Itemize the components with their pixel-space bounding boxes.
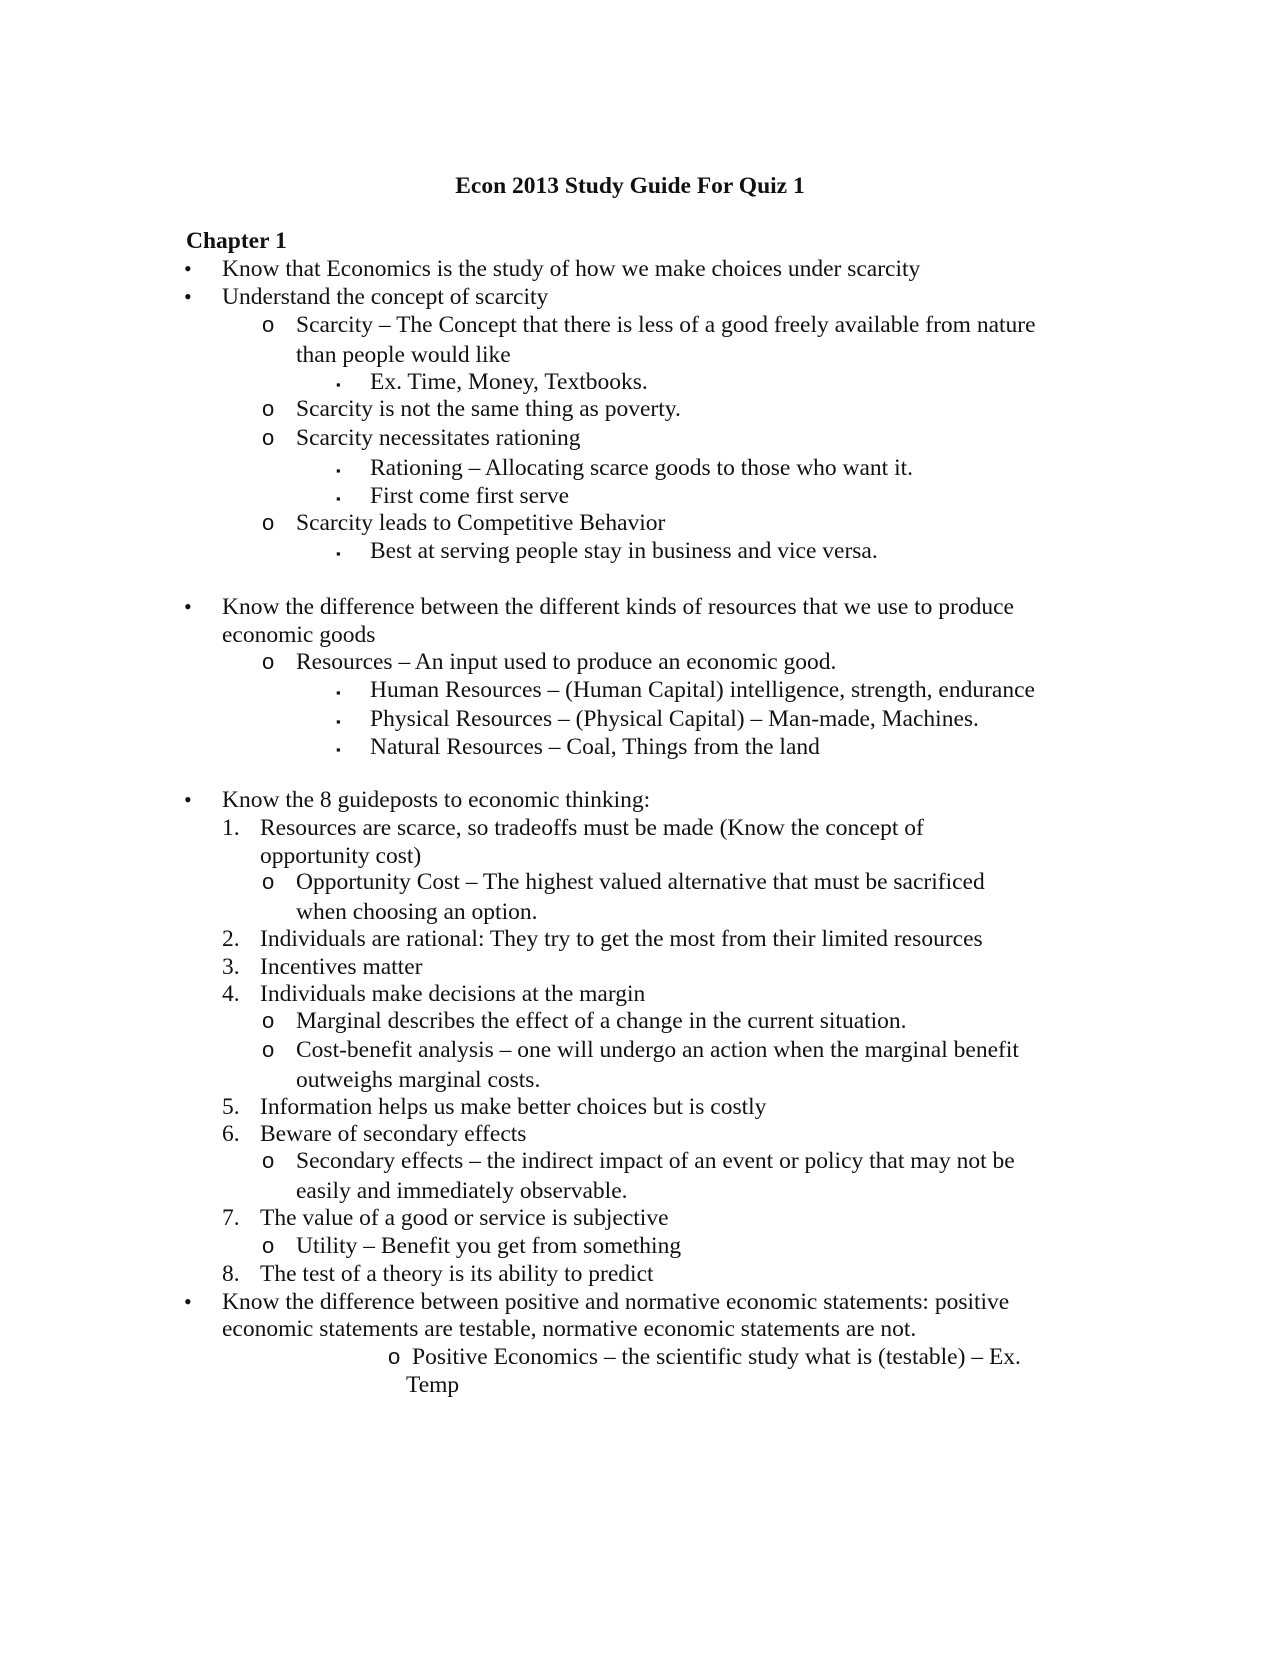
numbered-item: The value of a good or service is subjective	[260, 1205, 669, 1231]
list-item: Understand the concept of scarcity	[222, 284, 549, 310]
number-marker: 2.	[222, 926, 240, 952]
list-item: Human Resources – (Human Capital) intelligence, strength, endurance	[370, 677, 1035, 703]
chapter-heading: Chapter 1	[186, 228, 287, 254]
numbered-item: Individuals are rational: They try to get the most from their limited resources	[260, 926, 983, 952]
list-item: Know the difference between the different kinds of resources that we use to produce	[222, 594, 1014, 620]
circle-marker: o	[262, 1148, 275, 1173]
list-item: Marginal describes the effect of a change in the current situation.	[296, 1008, 907, 1034]
list-item: Scarcity necessitates rationing	[296, 425, 581, 451]
bullet-marker: •	[184, 1289, 192, 1314]
numbered-item-continuation: opportunity cost)	[260, 843, 422, 869]
list-item-continuation: when choosing an option.	[296, 899, 538, 925]
number-marker: 7.	[222, 1205, 240, 1231]
list-item-continuation: Temp	[406, 1372, 460, 1398]
circle-marker: o	[262, 869, 275, 894]
number-marker: 6.	[222, 1121, 240, 1147]
circle-marker: o	[262, 1233, 275, 1258]
numbered-item: Beware of secondary effects	[260, 1121, 527, 1147]
number-marker: 4.	[222, 981, 240, 1007]
number-marker: 3.	[222, 954, 240, 980]
number-marker: 8.	[222, 1261, 240, 1287]
number-marker: 1.	[222, 815, 240, 841]
bullet-marker: •	[184, 787, 192, 812]
circle-marker: o	[388, 1344, 401, 1369]
number-marker: 5.	[222, 1094, 240, 1120]
list-item-continuation: economic goods	[222, 622, 376, 648]
numbered-item: Information helps us make better choices but is costly	[260, 1094, 767, 1120]
list-item: Know the 8 guideposts to economic thinking:	[222, 787, 651, 813]
numbered-item: Resources are scarce, so tradeoffs must be made (Know the concept of	[260, 815, 924, 841]
square-marker: ▪	[336, 546, 341, 561]
list-item: First come first serve	[370, 483, 570, 509]
circle-marker: o	[262, 396, 275, 421]
circle-marker: o	[262, 510, 275, 535]
square-marker: ▪	[336, 463, 341, 478]
numbered-item: The test of a theory is its ability to predict	[260, 1261, 654, 1287]
list-item: Resources – An input used to produce an economic good.	[296, 649, 837, 675]
square-marker: ▪	[336, 714, 341, 729]
list-item: Cost-benefit analysis – one will undergo an action when the marginal benefit	[296, 1037, 1019, 1063]
list-item: Secondary effects – the indirect impact of an event or policy that may not be	[296, 1148, 1015, 1174]
list-item: Ex. Time, Money, Textbooks.	[370, 369, 648, 395]
circle-marker: o	[262, 1008, 275, 1033]
list-item: Best at serving people stay in business and vice versa.	[370, 538, 878, 564]
list-item-continuation: easily and immediately observable.	[296, 1178, 628, 1204]
bullet-marker: •	[184, 284, 192, 309]
list-item: Scarcity leads to Competitive Behavior	[296, 510, 666, 536]
numbered-item: Incentives matter	[260, 954, 423, 980]
list-item: Rationing – Allocating scarce goods to those who want it.	[370, 455, 914, 481]
bullet-marker: •	[184, 256, 192, 281]
numbered-item: Individuals make decisions at the margin	[260, 981, 646, 1007]
list-item: Natural Resources – Coal, Things from the land	[370, 734, 820, 760]
square-marker: ▪	[336, 685, 341, 700]
square-marker: ▪	[336, 377, 341, 392]
square-marker: ▪	[336, 742, 341, 757]
list-item-continuation: than people would like	[296, 342, 511, 368]
circle-marker: o	[262, 425, 275, 450]
circle-marker: o	[262, 649, 275, 674]
list-item: Scarcity – The Concept that there is less of a good freely available from nature	[296, 312, 1036, 338]
list-item: Know the difference between positive and normative economic statements: positive	[222, 1289, 1010, 1315]
list-item: Positive Economics – the scientific study what is (testable) – Ex.	[412, 1344, 1021, 1370]
list-item: Know that Economics is the study of how we make choices under scarcity	[222, 256, 921, 282]
square-marker: ▪	[336, 491, 341, 506]
list-item-continuation: economic statements are testable, normative economic statements are not.	[222, 1316, 917, 1342]
circle-marker: o	[262, 312, 275, 337]
list-item: Opportunity Cost – The highest valued alternative that must be sacrificed	[296, 869, 985, 895]
circle-marker: o	[262, 1037, 275, 1062]
list-item: Scarcity is not the same thing as poverty.	[296, 396, 681, 422]
document-title: Econ 2013 Study Guide For Quiz 1	[455, 173, 805, 199]
bullet-marker: •	[184, 594, 192, 619]
list-item-continuation: outweighs marginal costs.	[296, 1067, 541, 1093]
list-item: Physical Resources – (Physical Capital) – Man-made, Machines.	[370, 706, 979, 732]
list-item: Utility – Benefit you get from something	[296, 1233, 682, 1259]
